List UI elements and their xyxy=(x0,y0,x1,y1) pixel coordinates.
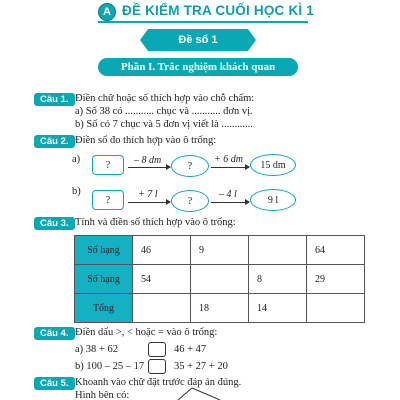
table-cell[interactable] xyxy=(191,265,249,294)
table-row-head: Số hạng xyxy=(75,236,133,265)
shape-edge xyxy=(192,388,220,400)
question-4-pill: Câu 4. xyxy=(34,327,75,340)
chain-b-end-bubble: 9 l xyxy=(250,189,296,211)
chain-a-mid-bubble[interactable]: ? xyxy=(171,155,209,177)
chain-b-mid-bubble[interactable]: ? xyxy=(171,190,209,212)
shape-edge xyxy=(178,388,192,400)
chain-a-arrow-2 xyxy=(211,167,249,168)
table-row xyxy=(75,236,365,265)
compare-box-a[interactable] xyxy=(148,342,166,357)
section-heading-label: Phần I. Trắc nghiệm khách quan xyxy=(120,61,276,73)
sum-table xyxy=(74,235,365,323)
table-cell[interactable]: 8 xyxy=(249,265,307,294)
question-2a-label: a) xyxy=(72,154,81,165)
section-heading xyxy=(98,58,298,76)
question-2b-label: b) xyxy=(72,186,81,197)
chain-b-arrow-1 xyxy=(128,202,170,203)
question-1-prompt: Điền chữ hoặc số thích hợp vào chỗ chấm: xyxy=(75,93,255,104)
question-5-prompt: Khoanh vào chữ đặt trước đáp án đúng. xyxy=(75,377,242,388)
question-1-part-a: a) Số 38 có ........... chục và ........... đơn vị. xyxy=(75,106,253,117)
table-cell[interactable]: 29 xyxy=(307,265,365,294)
table-row-head: Số hạng xyxy=(75,265,133,294)
question-3-pill: Câu 3. xyxy=(34,217,75,230)
chain-a-end-bubble: 15 dm xyxy=(250,154,296,176)
question-4b-left: b) 100 – 25 – 17 xyxy=(75,361,145,372)
question-3-prompt: Tính và điền số thích hợp vào ô trống: xyxy=(75,217,236,228)
table-cell[interactable] xyxy=(249,236,307,265)
chain-a-arrow-1 xyxy=(128,167,170,168)
chain-b-op2: – 4 l xyxy=(219,189,237,200)
question-4a-left: a) 38 + 62 xyxy=(75,344,118,355)
table-cell[interactable]: 9 xyxy=(191,236,249,265)
table-cell[interactable]: 18 xyxy=(191,294,249,323)
table-cell[interactable]: 64 xyxy=(307,236,365,265)
table-row-head: Tổng xyxy=(75,294,133,323)
compare-box-b[interactable] xyxy=(148,359,166,374)
question-2-pill: Câu 2. xyxy=(34,135,75,148)
table-row xyxy=(75,294,365,323)
question-1-label xyxy=(0,93,69,106)
exam-number-banner xyxy=(148,29,248,51)
table-row xyxy=(75,265,365,294)
question-4b-right: 35 + 27 + 20 xyxy=(174,361,228,372)
question-1-part-b: b) Số có 7 chục và 5 đơn vị viết là ............ xyxy=(75,119,253,130)
chain-a-op1: – 8 dm xyxy=(134,155,162,166)
chain-b-arrow-2 xyxy=(211,202,249,203)
section-a-badge: A xyxy=(98,3,116,21)
table-cell[interactable]: 46 xyxy=(133,236,191,265)
chain-b-start-box[interactable]: ? xyxy=(92,190,124,210)
exam-number-label: Đề số 1 xyxy=(178,34,218,46)
question-5-pill: Câu 5. xyxy=(34,377,75,390)
question-3-label xyxy=(0,217,69,230)
question-1-pill: Câu 1. xyxy=(34,93,75,106)
table-cell[interactable] xyxy=(133,294,191,323)
question-5-sub: Hình bên có: xyxy=(75,390,130,400)
chain-b-op1: + 7 l xyxy=(138,189,158,200)
table-cell[interactable]: 54 xyxy=(133,265,191,294)
table-cell[interactable]: 14 xyxy=(249,294,307,323)
table-cell[interactable] xyxy=(307,294,365,323)
shape-figure xyxy=(170,386,230,400)
question-4-label xyxy=(0,327,69,340)
question-2-label xyxy=(0,135,69,148)
page-title: ĐỀ KIỂM TRA CUỐI HỌC KÌ 1 xyxy=(122,3,315,18)
chain-a-op2: + 6 dm xyxy=(214,154,243,165)
question-4a-right: 46 + 47 xyxy=(174,344,207,355)
question-5-label xyxy=(0,377,69,390)
question-4-prompt: Điền dấu >, < hoặc = vào ô trống: xyxy=(75,327,218,338)
question-2-prompt: Điền số đo thích hợp vào ô trống: xyxy=(75,135,217,146)
chain-a-start-box[interactable]: ? xyxy=(92,155,124,175)
title-underline xyxy=(98,21,308,23)
